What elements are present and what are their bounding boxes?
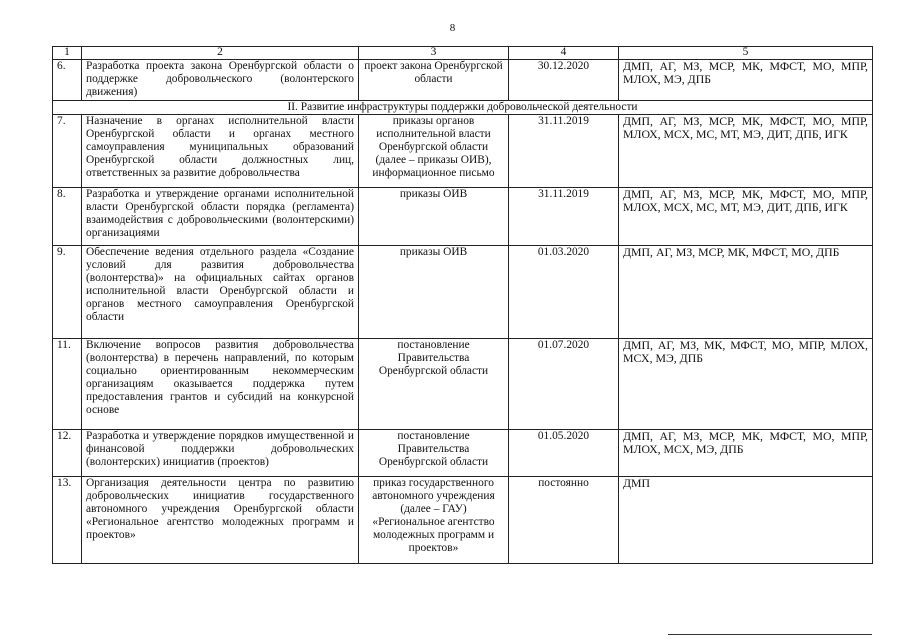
column-header: 5 xyxy=(619,47,873,60)
document-type: постановление Правительства Оренбургской области xyxy=(359,339,509,430)
column-header: 1 xyxy=(53,47,82,60)
column-header: 2 xyxy=(82,47,359,60)
executors: ДМП, АГ, МЗ, МСР, МК, МФСТ, МО, МПР, МЛОХ, МСХ, МС, МТ, МЭ, ДИТ, ДПБ, ИГК xyxy=(619,188,873,246)
measure-text: Разработка и утверждение порядков имущественной и финансовой поддержки добровольческих (волонтерских) инициатив (проектов) xyxy=(82,430,359,477)
deadline: 31.11.2019 xyxy=(509,188,619,246)
row-number: 8. xyxy=(53,188,82,246)
deadline: 01.03.2020 xyxy=(509,246,619,339)
executors: ДМП, АГ, МЗ, МСР, МК, МФСТ, МО, МПР, МЛОХ, МСХ, МЭ, ДПБ xyxy=(619,430,873,477)
deadline: 31.11.2019 xyxy=(509,115,619,188)
measures-table xyxy=(52,46,873,564)
executors: ДМП, АГ, МЗ, МСР, МК, МФСТ, МО, ДПБ xyxy=(619,246,873,339)
document-type: приказы ОИВ xyxy=(359,188,509,246)
measure-text: Организация деятельности центра по развитию добровольческих инициатив государственного автономного учреждения Оренбургской области «Региональное агентство молодежных программ и проектов» xyxy=(82,477,359,564)
page-number: 8 xyxy=(449,22,456,34)
deadline: постоянно xyxy=(509,477,619,564)
table-row xyxy=(53,115,873,188)
executors: ДМП, АГ, МЗ, МСР, МК, МФСТ, МО, МПР, МЛОХ, МЭ, ДПБ xyxy=(619,60,873,101)
measure-text: Разработка проекта закона Оренбургской области о поддержке добровольческого (волонтерского движения) xyxy=(82,60,359,101)
row-number: 6. xyxy=(53,60,82,101)
measure-text: Обеспечение ведения отдельного раздела «Создание условий для развития добровольчества (волонтерства)» на официальных сайтах органов исполнительной власти Оренбургской области и органов местного самоуправления Оренбургской области xyxy=(82,246,359,339)
deadline: 01.07.2020 xyxy=(509,339,619,430)
section-title: II. Развитие инфраструктуры поддержки добровольческой деятельности xyxy=(53,101,873,115)
document-type: приказ государственного автономного учреждения (далее – ГАУ) «Региональное агентство молодежных программ и проектов» xyxy=(359,477,509,564)
table-row xyxy=(53,477,873,564)
table-row xyxy=(53,339,873,430)
section-row xyxy=(53,101,873,115)
document-type: проект закона Оренбургской области xyxy=(359,60,509,101)
column-header: 3 xyxy=(359,47,509,60)
deadline: 01.05.2020 xyxy=(509,430,619,477)
document-type: приказы ОИВ xyxy=(359,246,509,339)
measure-text: Назначение в органах исполнительной власти Оренбургской области и органах местного самоуправления муниципальных образований Оренбургской области должностных лиц, ответственных за развитие добровольчества xyxy=(82,115,359,188)
row-number: 11. xyxy=(53,339,82,430)
row-number: 9. xyxy=(53,246,82,339)
table-row xyxy=(53,60,873,101)
footer-rule xyxy=(668,634,872,635)
document-type: приказы органов исполнительной власти Оренбургской области (далее – приказы ОИВ), информационное письмо xyxy=(359,115,509,188)
column-header: 4 xyxy=(509,47,619,60)
deadline: 30.12.2020 xyxy=(509,60,619,101)
row-number: 7. xyxy=(53,115,82,188)
executors: ДМП, АГ, МЗ, МК, МФСТ, МО, МПР, МЛОХ, МСХ, МЭ, ДПБ xyxy=(619,339,873,430)
executors: ДМП xyxy=(619,477,873,564)
measure-text: Включение вопросов развития добровольчества (волонтерства) в перечень направлений, по которым социально ориентированным некоммерческим организациям оказывается поддержка путем предоставления грантов и субсидий на конкурсной основе xyxy=(82,339,359,430)
measure-text: Разработка и утверждение органами исполнительной власти Оренбургской области порядка (регламента) взаимодействия с добровольческими (волонтерскими) организациями xyxy=(82,188,359,246)
document-type: постановление Правительства Оренбургской области xyxy=(359,430,509,477)
row-number: 12. xyxy=(53,430,82,477)
row-number: 13. xyxy=(53,477,82,564)
column-number-row xyxy=(53,47,873,60)
table-row xyxy=(53,430,873,477)
table-row xyxy=(53,188,873,246)
executors: ДМП, АГ, МЗ, МСР, МК, МФСТ, МО, МПР, МЛОХ, МСХ, МС, МТ, МЭ, ДИТ, ДПБ, ИГК xyxy=(619,115,873,188)
table-row xyxy=(53,246,873,339)
